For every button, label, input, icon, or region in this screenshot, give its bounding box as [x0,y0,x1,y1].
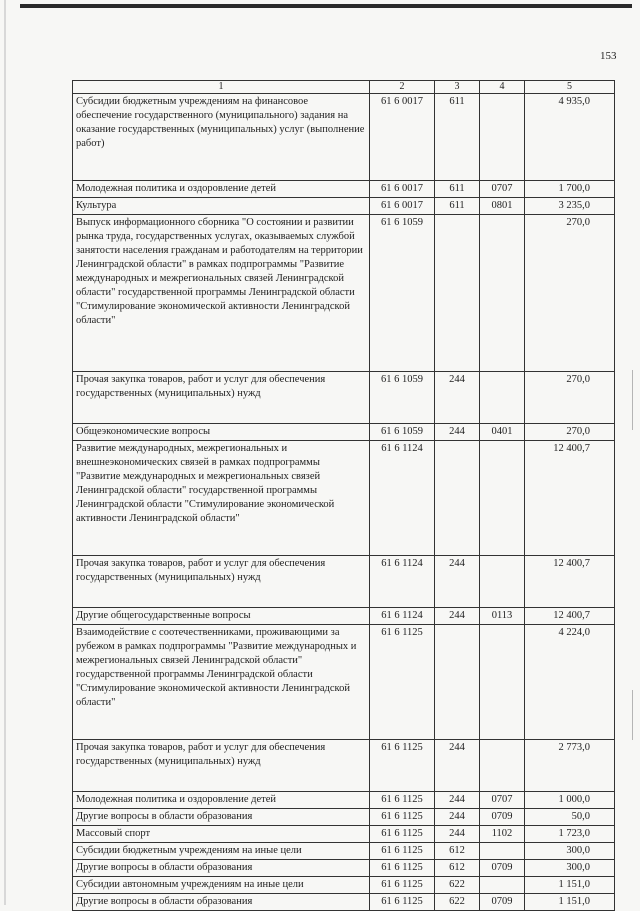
cell-sum: 270,0 [525,372,615,424]
cell-vr: 611 [435,198,480,215]
table-row [73,198,615,215]
cell-sum: 50,0 [525,809,615,826]
scan-mark [632,370,633,430]
cell-sum: 3 235,0 [525,198,615,215]
cell-name: Субсидии автономным учреждениям на иные цели [73,877,370,894]
scan-mark [632,690,633,740]
column-header: 2 [370,81,435,94]
cell-vr [435,441,480,556]
cell-razd: 0709 [480,894,525,911]
cell-name: Массовый спорт [73,826,370,843]
table-header-row [73,81,615,94]
cell-code: 61 6 0017 [370,94,435,181]
cell-name: Другие вопросы в области образования [73,809,370,826]
cell-razd: 0707 [480,792,525,809]
cell-name: Субсидии бюджетным учреждениям на финансовое обеспечение государственного (муниципального) задания на оказание государственных (муниципальных) услуг (выполнение работ) [73,94,370,181]
cell-razd: 0709 [480,860,525,877]
cell-vr: 612 [435,843,480,860]
cell-vr: 244 [435,608,480,625]
cell-sum: 4 935,0 [525,94,615,181]
cell-sum: 1 723,0 [525,826,615,843]
cell-name: Прочая закупка товаров, работ и услуг для обеспечения государственных (муниципальных) нужд [73,740,370,792]
cell-code: 61 6 1125 [370,826,435,843]
column-header: 1 [73,81,370,94]
cell-vr [435,625,480,740]
cell-razd [480,215,525,372]
cell-name: Общеэкономические вопросы [73,424,370,441]
cell-vr: 244 [435,792,480,809]
table-row [73,792,615,809]
table-row [73,843,615,860]
cell-code: 61 6 1125 [370,894,435,911]
cell-name: Другие общегосударственные вопросы [73,608,370,625]
cell-razd: 1102 [480,826,525,843]
table-row [73,877,615,894]
cell-razd [480,625,525,740]
cell-sum: 1 700,0 [525,181,615,198]
cell-razd [480,372,525,424]
cell-vr: 244 [435,556,480,608]
table-row [73,809,615,826]
table-row [73,608,615,625]
cell-code: 61 6 0017 [370,181,435,198]
table-row [73,860,615,877]
cell-code: 61 6 1125 [370,809,435,826]
table-row [73,826,615,843]
cell-vr: 244 [435,826,480,843]
cell-code: 61 6 1125 [370,740,435,792]
cell-name: Взаимодействие с соотечественниками, проживающими за рубежом в рамках подпрограммы "Развитие международных и межрегиональных связей Ленинградской области" государственной программы Ленинградской области "Стимулирование экономической активности Ленинградской области" [73,625,370,740]
cell-sum: 270,0 [525,215,615,372]
cell-vr: 611 [435,94,480,181]
cell-sum: 12 400,7 [525,441,615,556]
cell-sum: 300,0 [525,843,615,860]
column-header: 3 [435,81,480,94]
table-row [73,372,615,424]
cell-sum: 12 400,7 [525,556,615,608]
cell-vr: 244 [435,740,480,792]
cell-razd: 0801 [480,198,525,215]
cell-razd: 0113 [480,608,525,625]
cell-name: Культура [73,198,370,215]
cell-code: 61 6 1059 [370,424,435,441]
table-row [73,215,615,372]
table-row [73,94,615,181]
cell-name: Прочая закупка товаров, работ и услуг для обеспечения государственных (муниципальных) нужд [73,372,370,424]
cell-code: 61 6 1124 [370,608,435,625]
cell-name: Молодежная политика и оздоровление детей [73,181,370,198]
cell-sum: 270,0 [525,424,615,441]
table-row [73,894,615,911]
cell-name: Прочая закупка товаров, работ и услуг для обеспечения государственных (муниципальных) нужд [73,556,370,608]
cell-razd [480,877,525,894]
cell-code: 61 6 1059 [370,215,435,372]
cell-code: 61 6 1124 [370,556,435,608]
cell-sum: 2 773,0 [525,740,615,792]
cell-razd [480,843,525,860]
column-header: 5 [525,81,615,94]
cell-code: 61 6 1125 [370,843,435,860]
cell-code: 61 6 1125 [370,792,435,809]
cell-razd: 0401 [480,424,525,441]
cell-sum: 1 151,0 [525,894,615,911]
cell-name: Выпуск информационного сборника "О состоянии и развитии рынка труда, государственных услугах, оказываемых службой занятости населения гражданам и работодателям на территории Ленинградской области" в рамках подпрограммы "Развитие международных и межрегиональных связей Ленинградской области" государственной программы Ленинградской области "Стимулирование экономической активности Ленинградской области" [73,215,370,372]
cell-razd [480,94,525,181]
scan-edge [4,0,6,905]
cell-vr: 244 [435,424,480,441]
cell-sum: 12 400,7 [525,608,615,625]
cell-name: Молодежная политика и оздоровление детей [73,792,370,809]
cell-name: Другие вопросы в области образования [73,894,370,911]
cell-vr [435,215,480,372]
table-row [73,625,615,740]
cell-vr: 611 [435,181,480,198]
cell-code: 61 6 1124 [370,441,435,556]
cell-vr: 244 [435,809,480,826]
top-rule [20,4,632,8]
cell-code: 61 6 1125 [370,860,435,877]
page-number: 153 [600,50,617,62]
cell-razd: 0709 [480,809,525,826]
cell-name: Субсидии бюджетным учреждениям на иные цели [73,843,370,860]
cell-sum: 300,0 [525,860,615,877]
column-header: 4 [480,81,525,94]
cell-vr: 612 [435,860,480,877]
cell-razd [480,441,525,556]
cell-razd: 0707 [480,181,525,198]
cell-vr: 622 [435,877,480,894]
cell-name: Другие вопросы в области образования [73,860,370,877]
cell-code: 61 6 1125 [370,625,435,740]
cell-code: 61 6 0017 [370,198,435,215]
table-row [73,181,615,198]
cell-razd [480,740,525,792]
cell-sum: 1 151,0 [525,877,615,894]
cell-sum: 1 000,0 [525,792,615,809]
table-row [73,441,615,556]
cell-code: 61 6 1125 [370,877,435,894]
cell-name: Развитие международных, межрегиональных и внешнеэкономических связей в рамках подпрограммы "Развитие международных и межрегиональных связей Ленинградской области" государственной программы Ленинградской области "Стимулирование экономической активности Ленинградской области" [73,441,370,556]
table-row [73,740,615,792]
budget-table [72,80,615,911]
cell-vr: 244 [435,372,480,424]
table-row [73,556,615,608]
cell-sum: 4 224,0 [525,625,615,740]
table-row [73,424,615,441]
cell-code: 61 6 1059 [370,372,435,424]
cell-razd [480,556,525,608]
cell-vr: 622 [435,894,480,911]
